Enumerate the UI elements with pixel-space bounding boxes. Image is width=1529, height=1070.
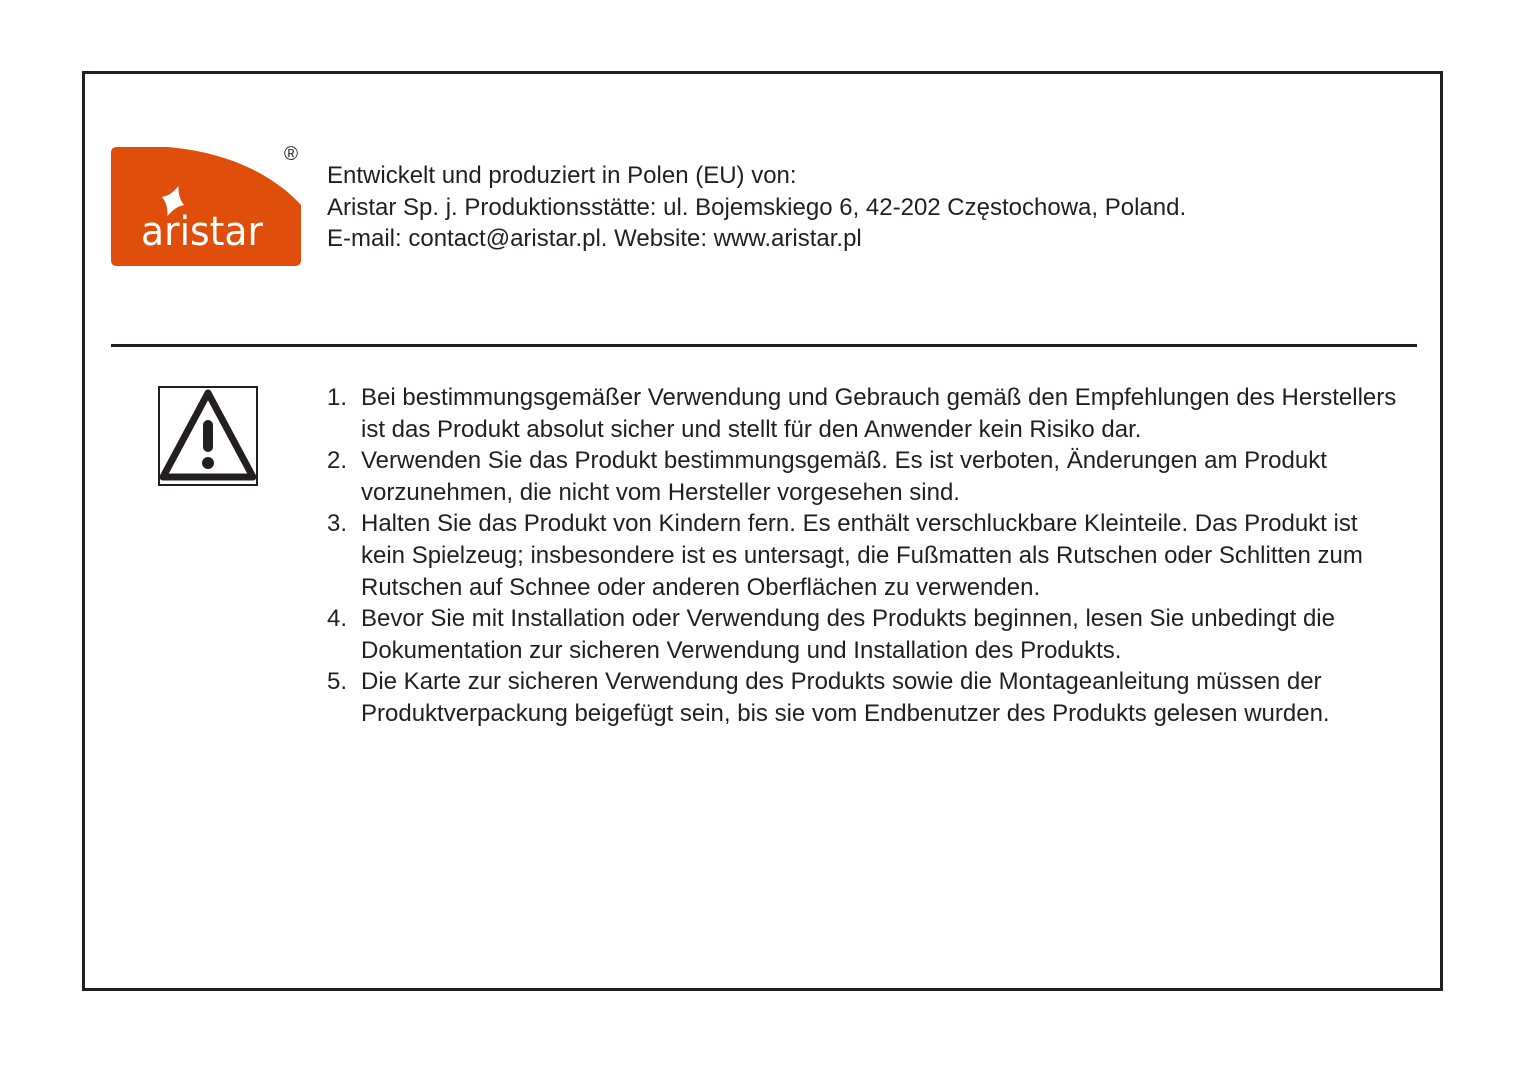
list-item-number: 5. — [327, 668, 348, 696]
registered-mark: ® — [284, 144, 298, 165]
list-item-number: 4. — [327, 605, 348, 633]
list-item — [327, 666, 1397, 729]
list-item-number: 1. — [327, 384, 348, 411]
horizontal-divider — [111, 344, 1417, 347]
manufacturer-line-1: Entwickelt und produziert in Polen (EU) von: — [327, 162, 797, 189]
list-item-text: Bei bestimmungsgemäßer Verwendung und Gebrauch gemäß den Empfehlungen des Herstellers ist das Produkt absolut sicher und stellt für den Anwender kein Risiko dar. — [361, 384, 1397, 443]
manufacturer-info — [327, 160, 1186, 255]
list-item-text: Verwenden Sie das Produkt bestimmungsgemäß. Es ist verboten, Änderungen am Produkt vorzunehmen, die nicht vom Hersteller vorgesehen sind. — [361, 447, 1327, 506]
manufacturer-line-2: Aristar Sp. j. Produktionsstätte: ul. Bojemskiego 6, 42-202 Częstochowa, Poland. — [327, 193, 1187, 221]
list-item — [327, 508, 1397, 603]
list-item-number: 2. — [327, 447, 348, 475]
list-item-text: Halten Sie das Produkt von Kindern fern. Es enthält verschluckbare Kleinteile. Das Produkt ist kein Spielzeug; insbesondere ist es untersagt, die Fußmatten als Rutschen oder Schlitten zum Rutschen auf Schnee oder anderen Oberflächen zu verwenden. — [361, 510, 1363, 601]
list-item — [327, 445, 1397, 508]
list-item-text: Bevor Sie mit Installation oder Verwendung des Produkts beginnen, lesen Sie unbedingt die Dokumentation zur sicheren Verwendung und Installation des Produkts. — [361, 605, 1335, 664]
logo-brand-text: aristar — [141, 209, 264, 255]
list-item — [327, 603, 1397, 666]
aristar-logo — [111, 147, 301, 266]
warning-triangle-icon — [158, 386, 258, 486]
list-item-text: Die Karte zur sicheren Verwendung des Produkts sowie die Montageanleitung müssen der Produktverpackung beigefügt sein, bis sie vom Endbenutzer des Produkts gelesen wurden. — [361, 668, 1330, 727]
manufacturer-line-3: E-mail: contact@aristar.pl. Website: www.aristar.pl — [327, 225, 862, 252]
list-item — [327, 382, 1397, 445]
list-item-number: 3. — [327, 510, 348, 538]
safety-instructions-list — [327, 382, 1397, 730]
